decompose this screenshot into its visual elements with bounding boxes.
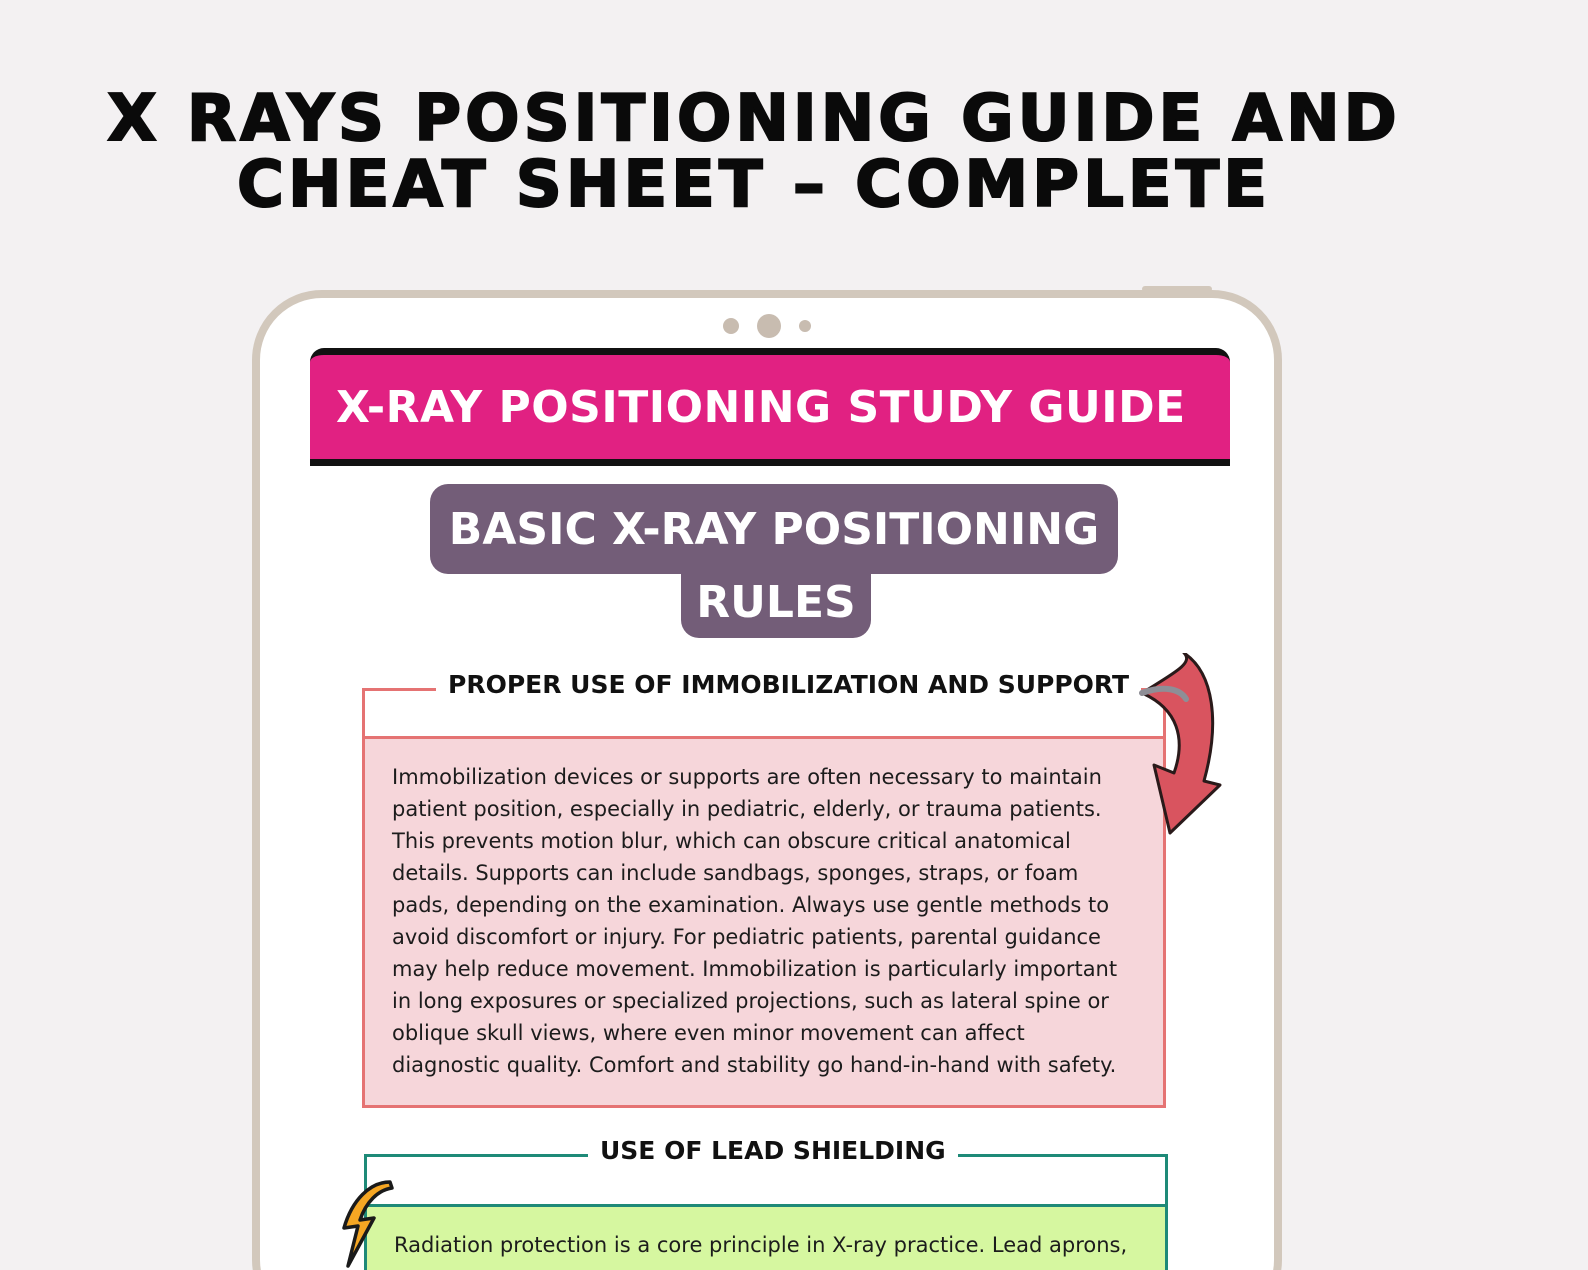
camera-light-icon <box>799 320 811 332</box>
page-title-line-2: CHEAT SHEET – COMPLETE <box>237 148 1271 222</box>
rules-heading-pill <box>430 484 1118 574</box>
guide-banner <box>310 348 1230 466</box>
rules-heading-line-2: RULES <box>696 576 856 628</box>
rules-heading-line-1: BASIC X-RAY POSITIONING <box>448 503 1100 555</box>
page-title-line-1: X RAYS POSITIONING GUIDE AND <box>107 82 1401 156</box>
section-body: Immobilization devices or supports are often necessary to maintain patient position, especially in pediatric, elderly, or trauma patients. This prevents motion blur, which can obscure critical anatomical details. Supports can include sandbags, sponges, straps, or foam pads, depending on the examination. Always use gentle methods to avoid discomfort or injury. For pediatric patients, parental guidance may help reduce movement. Immobilization is particularly important in long exposures or specialized projections, such as lateral spine or oblique skull views, where even minor movement can affect diagnostic quality. Comfort and stability go hand-in-hand with safety. <box>362 736 1166 1108</box>
rules-heading-pill-tab <box>681 566 871 638</box>
section-immobilization <box>362 670 1168 1118</box>
section-body: Radiation protection is a core principle in X-ray practice. Lead aprons, <box>364 1204 1168 1270</box>
tablet-camera <box>260 314 1274 338</box>
section-heading: USE OF LEAD SHIELDING <box>588 1136 958 1165</box>
page-title <box>0 82 1508 222</box>
guide-banner-title: X-RAY POSITIONING STUDY GUIDE <box>336 381 1186 433</box>
curved-arrow-icon <box>1134 653 1224 843</box>
camera-sensor-icon <box>723 318 739 334</box>
camera-lens-icon <box>757 314 781 338</box>
lightning-bolt-icon <box>330 1178 400 1268</box>
tablet-frame <box>252 290 1282 1270</box>
section-heading: PROPER USE OF IMMOBILIZATION AND SUPPORT <box>436 670 1141 699</box>
section-lead-shielding <box>364 1136 1170 1270</box>
